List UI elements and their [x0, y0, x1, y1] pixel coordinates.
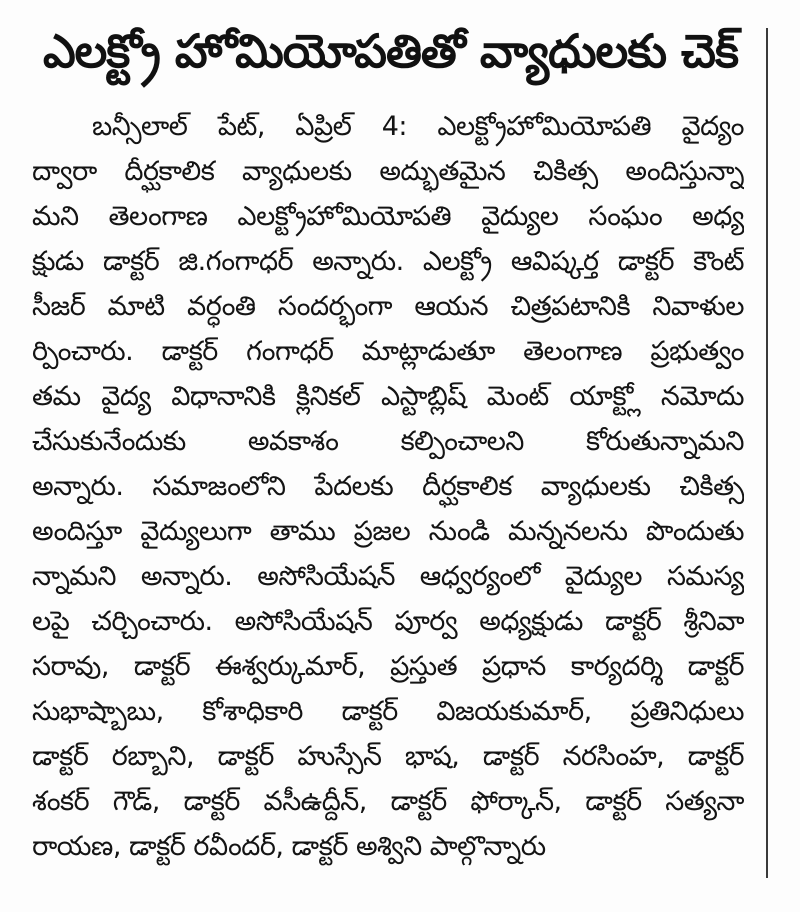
article-line: శంకర్ గౌడ్, డాక్టర్ వసీఉద్దీన్, డాక్టర్ ఫోర్కాన్, డాక్టర్ సత్యనా	[32, 786, 744, 817]
article-line: ద్వారా దీర్ఘకాలిక వ్యాధులకు అద్భుతమైన చికిత్స అందిస్తున్నా	[32, 156, 744, 187]
article-line: సుభాష్బాబు, కోశాధికారి డాక్టర్ విజయకుమార్, ప్రతినిధులు	[32, 696, 744, 727]
article-line: సీజర్ మాటి వర్ధంతి సందర్భంగా ఆయన చిత్రపటానికి నివాళుల	[32, 291, 744, 322]
article-line: న్నామని అన్నారు. అసోసియేషన్ ఆధ్వర్యంలో వైద్యుల సమస్య	[32, 561, 744, 592]
article-line: సరావు, డాక్టర్ ఈశ్వర్కుమార్, ప్రస్తుత ప్రధాన కార్యదర్శి డాక్టర్	[32, 651, 744, 682]
article-line: అందిస్తూ వైద్యులుగా తాము ప్రజల నుండి మన్ననలను పొందుతు	[32, 516, 744, 547]
article-line: తమ వైద్య విధానానికి క్లినికల్ ఎస్టాబ్లిష్ మెంట్ యాక్ట్లో నమోదు	[32, 381, 744, 412]
article-line: రాయణ, డాక్టర్ రవీందర్, డాక్టర్ అశ్విని పాల్గొన్నారు	[32, 831, 546, 862]
article-headline: ఎలక్ట్రో హోమియోపతితో వ్యాధులకు చెక్	[42, 24, 739, 78]
article-line: క్షుడు డాక్టర్ జి.గంగాధర్ అన్నారు. ఎలక్ట్రో ఆవిష్కర్త డాక్టర్ కౌంట్	[32, 246, 744, 277]
article-line: బన్సీలాల్ పేట్, ఏప్రిల్ 4: ఎలక్ట్రోహోమియోపతి వైద్యం	[92, 111, 744, 142]
article-line: అన్నారు. సమాజంలోని పేదలకు దీర్ఘకాలిక వ్యాధులకు చికిత్స	[32, 471, 744, 502]
column-divider	[766, 28, 768, 878]
article-line: చేసుకునేందుకు అవకాశం కల్పించాలని కోరుతున్నామని	[32, 426, 744, 457]
article-line: డాక్టర్ రబ్బాని, డాక్టర్ హుస్సేన్ భాష, డాక్టర్ నరసింహ, డాక్టర్	[32, 741, 744, 772]
article-line: మని తెలంగాణ ఎలక్ట్రోహోమియోపతి వైద్యుల సంఘం అధ్య	[32, 201, 744, 232]
article-line: లపై చర్చించారు. అసోసియేషన్ పూర్వ అధ్యక్షుడు డాక్టర్ శ్రీనివా	[32, 606, 744, 637]
article-line: ర్పించారు. డాక్టర్ గంగాధర్ మాట్లాడుతూ తెలంగాణ ప్రభుత్వం	[32, 336, 744, 367]
article-body	[32, 104, 744, 869]
